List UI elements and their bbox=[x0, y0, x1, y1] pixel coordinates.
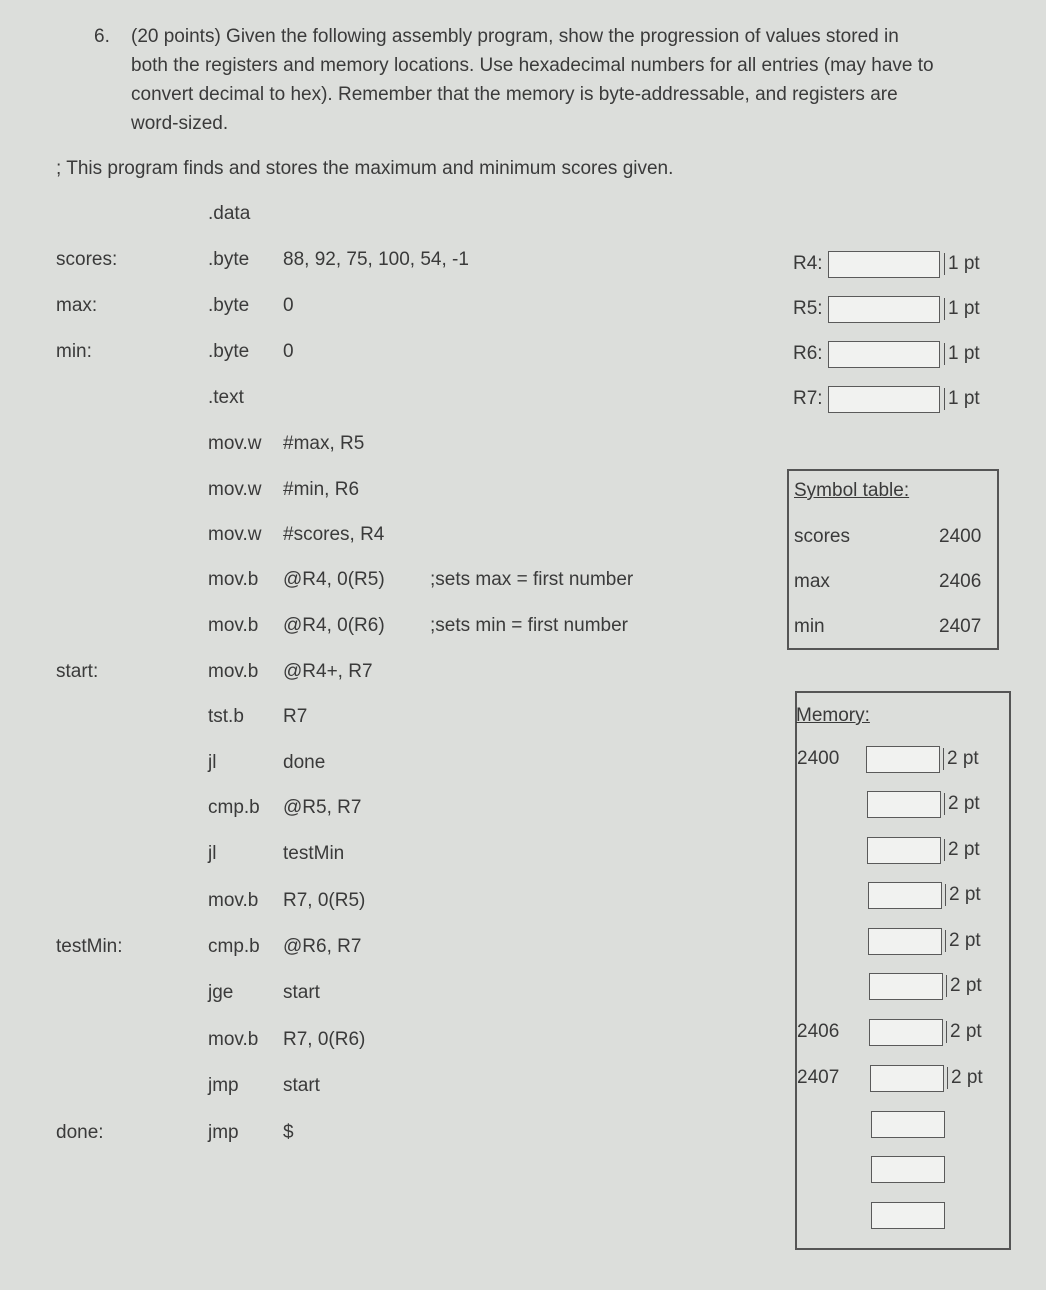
code-arg: start bbox=[283, 982, 320, 1003]
code-op: jmp bbox=[208, 1075, 239, 1096]
memory-points: 2 pt bbox=[944, 793, 980, 815]
symbol-name: min bbox=[794, 616, 825, 637]
question-line: convert decimal to hex). Remember that the memory is byte-addressable, and registers are bbox=[131, 84, 898, 105]
memory-points: 2 pt bbox=[946, 1021, 982, 1043]
code-op: mov.w bbox=[208, 524, 262, 545]
code-arg: start bbox=[283, 1075, 320, 1096]
code-arg: done bbox=[283, 752, 326, 773]
register-label: R4: bbox=[793, 253, 823, 274]
code-label: scores: bbox=[56, 249, 118, 270]
code-op: jmp bbox=[208, 1122, 239, 1143]
register-label: R6: bbox=[793, 343, 823, 364]
code-op: cmp.b bbox=[208, 936, 260, 957]
memory-value-box[interactable] bbox=[868, 882, 942, 909]
program-comment: ; This program finds and stores the maximum and minimum scores given. bbox=[56, 158, 674, 179]
code-arg: R7 bbox=[283, 706, 308, 727]
code-arg: #max, R5 bbox=[283, 433, 365, 454]
code-arg: 88, 92, 75, 100, 54, -1 bbox=[283, 249, 469, 270]
register-points: 1 pt bbox=[944, 343, 980, 365]
code-op: mov.b bbox=[208, 661, 259, 682]
question-number: 6. bbox=[94, 26, 110, 47]
memory-address: 2400 bbox=[797, 748, 840, 769]
code-label: max: bbox=[56, 295, 98, 316]
code-arg: @R5, R7 bbox=[283, 797, 362, 818]
code-op: tst.b bbox=[208, 706, 244, 727]
code-label: start: bbox=[56, 661, 99, 682]
code-arg: R7, 0(R6) bbox=[283, 1029, 366, 1050]
register-points: 1 pt bbox=[944, 388, 980, 410]
memory-value-box[interactable] bbox=[871, 1202, 945, 1229]
memory-address: 2406 bbox=[797, 1021, 840, 1042]
memory-points: 2 pt bbox=[947, 1067, 983, 1089]
code-op: .text bbox=[208, 387, 244, 408]
code-op: jl bbox=[208, 843, 217, 864]
memory-value-box[interactable] bbox=[867, 837, 941, 864]
memory-address: 2407 bbox=[797, 1067, 840, 1088]
code-arg: @R6, R7 bbox=[283, 936, 362, 957]
code-arg: testMin bbox=[283, 843, 345, 864]
code-arg: $ bbox=[283, 1122, 294, 1143]
code-op: mov.w bbox=[208, 479, 262, 500]
memory-points: 2 pt bbox=[945, 930, 981, 952]
register-label: R5: bbox=[793, 298, 823, 319]
symbol-table bbox=[787, 469, 999, 650]
code-arg: @R4, 0(R6) bbox=[283, 615, 385, 636]
memory-value-box[interactable] bbox=[870, 1065, 944, 1092]
symbol-table-title: Symbol table: bbox=[794, 480, 910, 501]
register-value-box[interactable] bbox=[828, 296, 940, 323]
code-arg: 0 bbox=[283, 295, 294, 316]
code-arg: @R4+, R7 bbox=[283, 661, 373, 682]
question-line: word-sized. bbox=[131, 113, 229, 134]
memory-points: 2 pt bbox=[946, 975, 982, 997]
memory-value-box[interactable] bbox=[868, 928, 942, 955]
register-points: 1 pt bbox=[944, 253, 980, 275]
code-comment: ;sets min = first number bbox=[430, 615, 628, 636]
symbol-name: max bbox=[794, 571, 830, 592]
code-arg: @R4, 0(R5) bbox=[283, 569, 385, 590]
code-op: mov.w bbox=[208, 433, 262, 454]
code-op: cmp.b bbox=[208, 797, 260, 818]
code-op: .data bbox=[208, 203, 251, 224]
symbol-name: scores bbox=[794, 526, 850, 547]
code-arg: R7, 0(R5) bbox=[283, 890, 366, 911]
register-label: R7: bbox=[793, 388, 823, 409]
memory-points: 2 pt bbox=[944, 839, 980, 861]
memory-value-box[interactable] bbox=[871, 1156, 945, 1183]
code-arg: #scores, R4 bbox=[283, 524, 385, 545]
code-op: mov.b bbox=[208, 569, 259, 590]
code-label: done: bbox=[56, 1122, 104, 1143]
code-op: jl bbox=[208, 752, 217, 773]
register-value-box[interactable] bbox=[828, 251, 940, 278]
register-value-box[interactable] bbox=[828, 386, 940, 413]
memory-points: 2 pt bbox=[945, 884, 981, 906]
memory-value-box[interactable] bbox=[866, 746, 940, 773]
code-op: mov.b bbox=[208, 890, 259, 911]
code-arg: 0 bbox=[283, 341, 294, 362]
code-label: min: bbox=[56, 341, 92, 362]
code-label: testMin: bbox=[56, 936, 123, 957]
memory-value-box[interactable] bbox=[871, 1111, 945, 1138]
memory-value-box[interactable] bbox=[867, 791, 941, 818]
memory-value-box[interactable] bbox=[869, 973, 943, 1000]
question-line: (20 points) Given the following assembly program, show the progression of values stored in bbox=[131, 26, 899, 47]
question-line: both the registers and memory locations. Use hexadecimal numbers for all entries (may have to bbox=[131, 55, 934, 76]
symbol-address: 2406 bbox=[939, 571, 982, 592]
code-op: mov.b bbox=[208, 1029, 259, 1050]
memory-value-box[interactable] bbox=[869, 1019, 943, 1046]
symbol-address: 2407 bbox=[939, 616, 982, 637]
register-points: 1 pt bbox=[944, 298, 980, 320]
code-op: .byte bbox=[208, 295, 250, 316]
code-op: .byte bbox=[208, 249, 250, 270]
register-value-box[interactable] bbox=[828, 341, 940, 368]
memory-title: Memory: bbox=[796, 705, 870, 726]
memory-points: 2 pt bbox=[943, 748, 979, 770]
code-op: jge bbox=[208, 982, 234, 1003]
code-comment: ;sets max = first number bbox=[430, 569, 634, 590]
code-arg: #min, R6 bbox=[283, 479, 360, 500]
code-op: mov.b bbox=[208, 615, 259, 636]
code-op: .byte bbox=[208, 341, 250, 362]
symbol-address: 2400 bbox=[939, 526, 982, 547]
